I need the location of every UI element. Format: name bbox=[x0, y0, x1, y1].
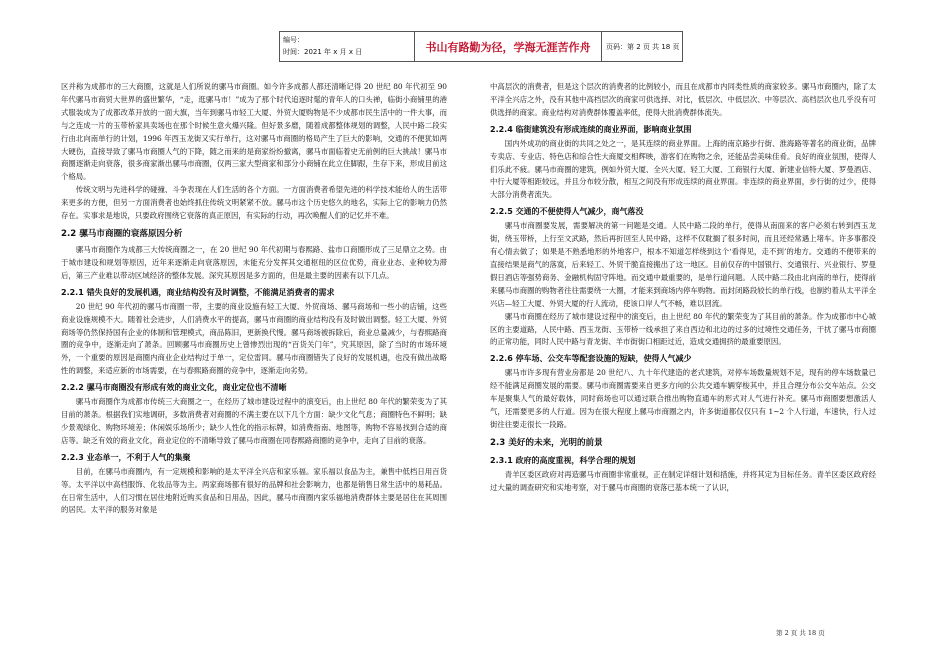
header-meta bbox=[280, 32, 415, 61]
paragraph: 青羊区委区政府对再造骡马市商圈非常重视，正在制定详细计划和措施，并将其定为目标任务。青羊区委区政府经过大量的调查研究和实地考察，对于骡马市商圈的衰落已基本统一了认识， bbox=[490, 469, 876, 492]
left-column bbox=[61, 81, 447, 517]
header-page-cell bbox=[602, 32, 682, 61]
subsection-heading: 2.2.1 错失良好的发展机遇，商业结构没有及时调整，不能满足消费者的需求 bbox=[61, 287, 335, 297]
subsection-heading: 2.2.4 临街建筑没有形成连续的商业界面，影响商业氛围 bbox=[490, 124, 692, 134]
paragraph: 骡马市商圈要发展，需要解决的第一问题是交通。人民中路二段的单行，使得从南面来的客户必须右转到西玉龙街，绕玉带桥，上行至文武路，然后再折回至人民中路，这样不仅耽搁了很多时间，而且还经常遇上堵车。许多事都没有心情去做了；如果是不熟悉地形的外地客户，根本不知道怎样绕到这个‘看得见，走不到’的地方。交通的不便带来的直接结果是商气的落寞，后来轻工、外贸干脆直接搬出了这一地区。目前仅存的中国银行、交通银行、兴业银行、罗曼假日酒店等强势商务、金融机构固守阵地。而交通中最重要的，是单行道问题。人民中路二段由北向南的单行，使得前来骡马市商圈的购物者往往需要绕一大圈，才能来到商场内停车购物。而封闭路段较长的单行线，也制约着从太平洋全兴店—轻工大厦、外贸大厦的行人流动，使该口岸人气不畅，难以回流。 bbox=[490, 221, 876, 308]
paragraph: 骡马市许多现有营业房都是 20 世纪八、九十年代建造的老式建筑，对停车场数量规划不足，现有的停车场数量已经不能满足商圈发展的需要。骡马市商圈需要来自更多方向的公共交通车辆穿梭其中，并且合理分布公交车站点。公交车是聚集人气的最好载体，同时商场也可以通过联合推出购物直通车的形式对人气进行补充。骡马市商圈要想激活人气，还需要更多的人行道。因为在很大程度上骡马市商圈之内，许多街道都仅仅只有 1~2 个人行道，车速快，行人过街往往要走很长一段路。 bbox=[490, 368, 876, 429]
header-time: 时间：2021 年 x 月 x 日 bbox=[283, 48, 363, 56]
paragraph: 中高层次的消费者，但是这个层次的消费者的比例较小，而且在成都市内同类性质的商家较多。骡马市商圈内，除了太平洋全兴店之外，没有其他中高档层次的商家可供选择、对比，低层次、中低层次、中等层次、高档层次也几乎没有可供选择的商家。商业结构对消费群体覆盖率低，使得大批消费群体流失。 bbox=[490, 82, 876, 117]
paragraph: 骡马市商圈在经历了城市建设过程中的演变后，由上世纪 80 年代的繁荣变为了其目前的萧条。作为成都市中心城区的主要道路，人民中路、西玉龙街、玉带桥一线承担了来自西边和北边的过多的过境性交通任务，干扰了骡马市商圈的正常功能，同时人民中路与青龙街、羊市街街口相距过近，造成交通拥挤的最重要原因。 bbox=[490, 311, 876, 347]
paragraph: 国内外成功的商业街的共同之处之一，是其连续的商业界面。上海的南京路步行街、淮海路等著名的商业街，品牌专卖店、专业店、特色店和综合性大商厦交相辉映，游客们在购物之余，还能品尝美味佳肴。良好的商业氛围，使得人们乐此不疲。骡马市商圈的建筑，例如外贸大厦、全兴大厦、轻工大厦、工商银行大厦、新建业信特大厦、罗曼酒店、中行大厦等相距较远，并且分布较分散，相互之间没有形成连续的商业界面。非连续的商业界面，步行街的过少，使得大部分消费者流失。 bbox=[490, 138, 876, 200]
right-column bbox=[490, 81, 876, 495]
header-id: 编号： bbox=[283, 36, 304, 44]
subsection-heading: 2.2.2 骡马市商圈没有形成有效的商业文化，商业定位也不清晰 bbox=[61, 383, 287, 393]
paragraph: 骡马市商圈作为成都市传统三大商圈之一，在经历了城市建设过程中的演变后，由上世纪 80 年代的繁荣变为了其目前的萧条。根据我们实地调研，多数消费者对商圈的不满主要在以下几个方面：缺少文化气息；商圈特色不鲜明；缺少景观绿化、购物环境差；休闲娱乐场所少；缺少人性化的指示标牌，如消费指南、地图等，购物不容易找到合适的商店等。缺乏有效的商业文化，商业定位的不清晰导致了骡马市商圈在同春熙路商圈的竞争中，走向了目前的衰落。 bbox=[61, 397, 447, 445]
subsection-heading: 2.2.6 停车场、公交车等配套设施的短缺，使得人气减少 bbox=[490, 354, 692, 364]
header-motto-cell bbox=[415, 32, 602, 61]
paragraph: 骡马市商圈作为成都三大传统商圈之一，在 20 世纪 90 年代初期与春熙路、盐市口商圈形成了三足鼎立之势。由于城市建设和规划等原因，近年来逐渐走向衰落原因，未能充分发挥其交通枢纽的区位优势，商业业态、业种较为滞后，第三产业难以带动区域经济的整体发展。深究其原因是多方面的，但是最主要的因素有以下几点。 bbox=[61, 244, 447, 280]
paragraph: 目前，在骡马市商圈内，有一定规模和影响的是太平洋全兴店和家乐福。家乐福以食品为主，兼售中低档日用百货等。太平洋以中高档服饰、化妆品等为主。两家商场都有很好的品牌和社会影响力，也都是销售日常生活中的易耗品。在日常生活中，人们习惯在居住地附近购买食品和日用品，因此，骡马市商圈内家乐福地消费群体主要是居住在其周围的居民。太平洋的服务对象是 bbox=[61, 466, 447, 515]
subsection-heading: 2.2.5 交通的不便使得人气减少，商气落没 bbox=[490, 207, 644, 217]
header-page-number: 页码：第 2 页 共 18 页 bbox=[606, 42, 680, 51]
paragraph: 传统文明与先进科学的碰撞、斗争表现在人们生活的各个方面。一方面消费者希望先进的科学技术能给人的生活带来更多的方便，但另一方面消费者也始终抓住传统文明紧紧不放。骡马市这个历史悠久的地名，实际上它的影响力仍然存在。实事求是地说，只要政府围绕它衰落的真正原因，有实际的行动，再次唤醒人们的记忆并不难。 bbox=[61, 185, 447, 221]
section-heading: 2.3 美好的未来，光明的前景 bbox=[490, 437, 603, 448]
page-header bbox=[279, 31, 683, 62]
paragraph: 20 世纪 90 年代初的骡马市商圈一带，主要的商业设施有轻工大厦、外贸商场、骡马商场和一些小的店铺，这些商业设施规模不大。随着社会进步，人们消费水平的提高，骡马市商圈的商业结构没有及时做出调整。轻工大厦、外贸商场等仍然保持国有企业的体制和管理模式，商品陈旧，更新换代慢。骡马商场被拆除后，商业总量减少，与春熙路商圈的竞争中，逐渐走向了萧条。回顾骡马市商圈历史上曾惨烈出现的“百货关门年”，究其原因，除了当时的市场环境外，一个重要的原因是商圈内商业企业结构过于单一，定位雷同。骡马市商圈错失了良好的发展机遇，也没有做出战略性的调整，来适应新的市场需要，在与春熙路商圈的竞争中，逐渐走向劣势。 bbox=[61, 301, 447, 376]
subsection-heading: 2.2.3 业态单一，不利于人气的集聚 bbox=[61, 452, 191, 462]
section-heading: 2.2 骡马市商圈的衰落原因分析 bbox=[61, 228, 183, 239]
subsection-heading: 2.3.1 政府的高度重视，科学合理的规划 bbox=[490, 455, 636, 465]
header-motto: 书山有路勤为径，学海无涯苦作舟 bbox=[425, 40, 591, 54]
paragraph: 区并称为成都市的三大商圈，这就是人们所说的骡马市商圈。如今许多成都人都还清晰记得 20 世纪 80 年代初至 90 年代骡马市商贸大世界的盛世繁华，“走，逛骡马市！”成为了那个时代追逐时髦的青年人的口头禅，临街小商铺里的港式服装成为了成都改革开放的一面大旗，当年到骡马市轻工大厦、外贸大厦购物是不少成都市民生活中的一件大事，而与之连成一片的玉带桥家具卖场也在那个时候生意火爆兴隆。但好景多磨，随着成都整体规划的调整，人民中路二段实行由北向南单行的计划，1996 年西玉龙街又实行单行，这对骡马市商圈的格局产生了巨大的影响，交通的不便犹如两大硬伤，直接导致了骡马市商圈人气的下降，随之而来的是商家纷纷撤离，骡马市面临着史无前例的巨大挑战！骡马市商圈逐渐走向衰落，很多商家渐出骡马市商圈，仅两三家大型商家和部分小商铺在此立住脚跟，生存下来，形成目前这个格局。 bbox=[61, 82, 447, 182]
page-footer: 第 2 页 共 18 页 bbox=[776, 629, 825, 637]
